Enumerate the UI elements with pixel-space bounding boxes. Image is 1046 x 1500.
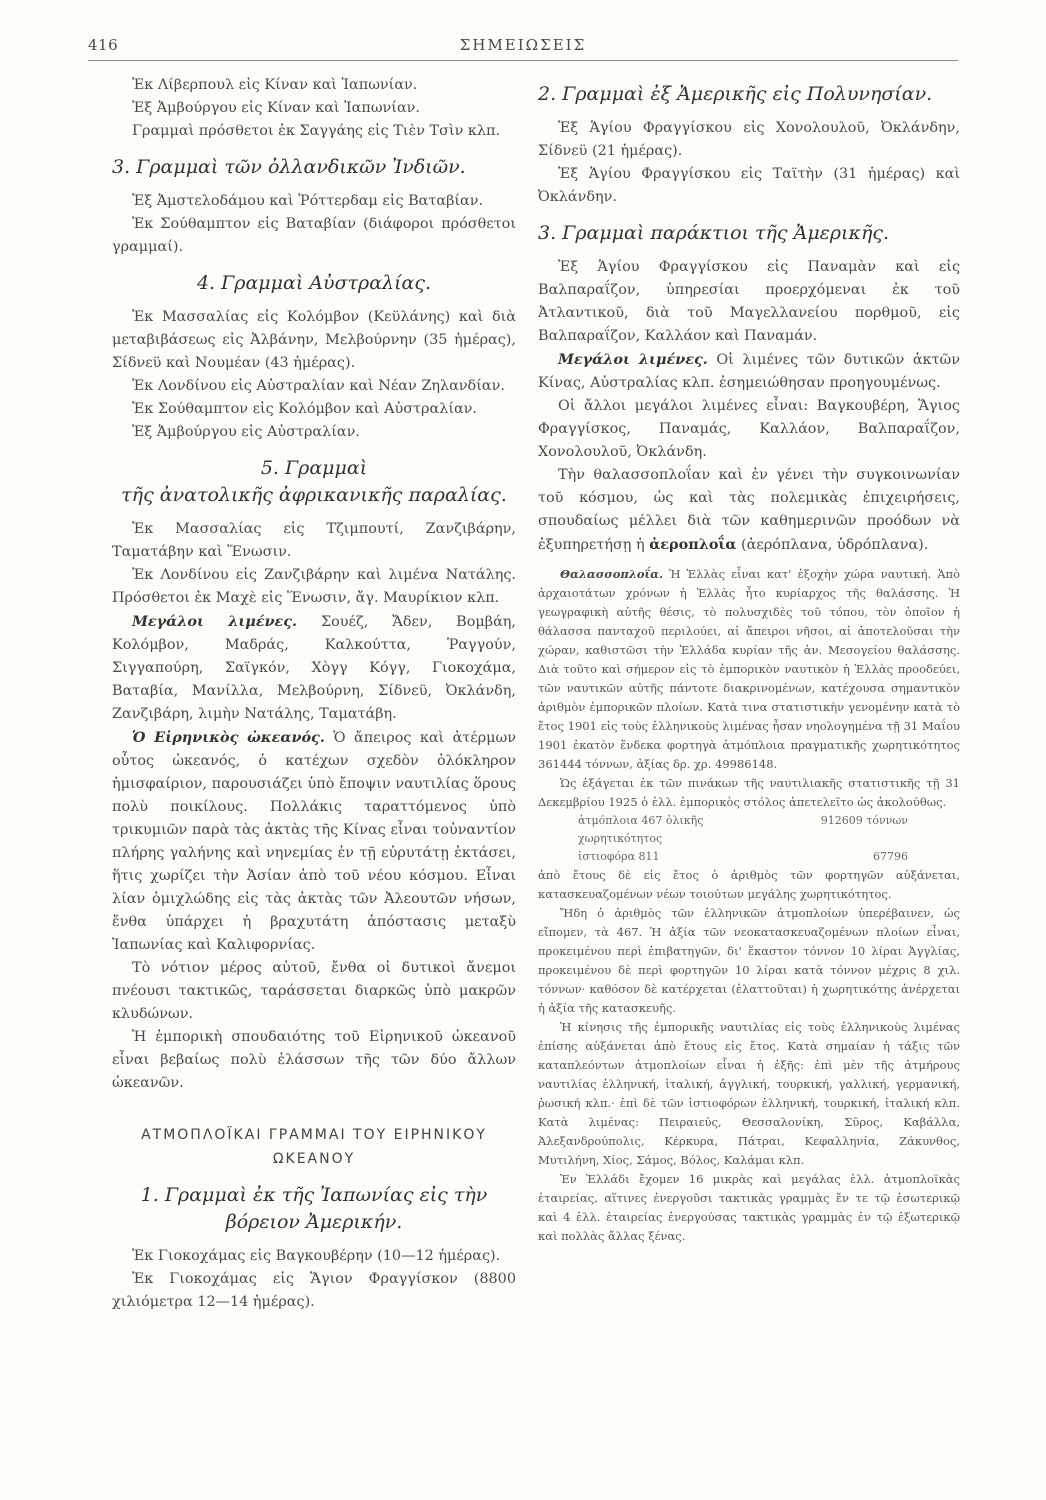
section-heading-dutch-indies: 3. Γραμμαὶ τῶν ὀλλανδικῶν Ἰνδιῶν. xyxy=(112,156,466,178)
right-ports-text: Οἱ λιμένες τῶν δυτικῶν ἀκτῶν Κίνας, Αὐστραλίας κλπ. ἐσημειώθησαν προηγουμένως. xyxy=(538,352,960,391)
route-amsterdam: Ἐξ Ἀμστελοδάμου καὶ Ῥόττερδαμ εἰς Βαταβίαν. xyxy=(132,193,484,209)
route-marseille-colombo: Ἐκ Μασσαλίας εἰς Κολόμβον (Κεϋλάνης) καὶ διὰ μεταβιβάσεως εἰς Ἀλβάνην, Μελβούρνην (35 ἡμέρας), Σίδνεϋ καὶ Νουμέαν (43 ἡμέρας). xyxy=(112,309,516,371)
paragraph-right-ports xyxy=(538,348,960,395)
header-rule xyxy=(88,60,958,61)
paragraph-greek-companies: Ἐν Ἑλλάδι ἔχομεν 16 μικρὰς καὶ μεγάλας ἑλλ. ἀτμοπλοϊκὰς ἑταιρείας, αἵτινες ἐνεργοῦσι τακτικὰς γραμμὰς ἔν τε τῷ ἐσωτερικῷ καὶ 4 ἑλλ. ἑταιρείας ἐνεργούσας τακτικὰς γραμμὰς ἐν τῷ ἐξωτερικῷ καὶ πολλὰς ἄλλας ξένας. xyxy=(538,1172,960,1243)
left-column xyxy=(112,74,516,1314)
page-header xyxy=(88,36,958,58)
paragraph-shipping-movement: Ἡ κίνησις τῆς ἐμπορικῆς ναυτιλίας εἰς τοὺς ἑλληνικοὺς λιμένας ἐπίσης αὐξάνεται ἀπὸ ἔτους εἰς ἔτος. Κατὰ σημαίαν ἡ τάξις τῶν καταπλεόντων ἀτμοπλοίων εἶναι ἡ ἑξῆς: ἐπὶ μὲν τῆς ἀτμήρους ναυτιλίας ἑλληνική, ἰταλική, ἀγγλική, τουρκική, γαλλική, γερμανική, ῥωσική κλπ.· ἐπὶ δὲ τῶν ἱστιοφόρων ἑλληνική, τουρκική, ἰταλική κλπ. Κατὰ λιμένας: Πειραιεύς, Θεσσαλονίκη, Σῦρος, Καβάλλα, Ἀλεξανδρούπολις, Κέρκυρα, Πάτραι, Κεφαλληνία, Ζάκυνθος, Μυτιλήνη, Χίος, Σάμος, Βόλος, Καλάμαι κλπ. xyxy=(538,1020,960,1167)
line-hamburg: Ἐξ Ἀμβούργου εἰς Κίναν καὶ Ἰαπωνίαν. xyxy=(132,100,420,116)
aviation-term: ἀεροπλοΐα xyxy=(649,536,737,553)
fleet-table xyxy=(538,812,960,866)
running-title: ΣΗΜΕΙΩΣΕΙΣ xyxy=(459,36,587,54)
route-sf-tahiti: Ἐξ Ἁγίου Φραγγίσκου εἰς Ταϊτὴν (31 ἡμέρας) καὶ Ὀκλάνδην. xyxy=(538,166,960,205)
route-london-zanzibar: Ἐκ Λονδίνου εἰς Ζανζιβάρην καὶ λιμένα Νατάλης. Πρόσθετοι ἐκ Μαχὲ εἰς Ἕνωσιν, ἄγ. Μαυρίκιον κλπ. xyxy=(112,567,516,606)
section-heading-australia: 4. Γραμμαὶ Αὐστραλίας. xyxy=(196,272,432,294)
line-liverpool: Ἐκ Λίβερπουλ εἰς Κίναν καὶ Ἰαπωνίαν. xyxy=(132,77,418,93)
route-yokohama-vancouver: Ἐκ Γιοκοχάμας εἰς Βαγκουβέρην (10—12 ἡμέρας). xyxy=(132,1248,501,1264)
paragraph-aviation xyxy=(538,464,960,557)
route-southampton-colombo: Ἐκ Σούθαμπτον εἰς Κολόμβον καὶ Αὐστραλίαν. xyxy=(132,401,477,417)
paragraph-other-ports: Οἱ ἄλλοι μεγάλοι λιμένες εἶναι: Βαγκουβέρη, Ἅγιος Φραγγίσκος, Παναμάς, Καλλάον, Βαλπαραΐζον, Χονολουλοῦ, Ὀκλάνδη. xyxy=(538,398,960,460)
route-london-australia: Ἐκ Λονδίνου εἰς Αὐστραλίαν καὶ Νέαν Ζηλανδίαν. xyxy=(132,378,505,394)
paragraph-ship-value: Ἤδη ὁ ἀριθμὸς τῶν ἑλληνικῶν ἀτμοπλοίων ὑπερέβαινεν, ὡς εἴπομεν, τὰ 467. Ἡ ἀξία τῶν νεοκατασκευαζομένων πλοίων εἶναι, προκειμένου περὶ ἐπιβατηγῶν, δι' ἕκαστον τόννον 10 λίραι Ἀγγλίας, προκειμένου δὲ περὶ φορτηγῶν 10 λίραι κατὰ τόννον μέχρις 8 χιλ. τόννων· καθόσον δὲ κατέρχεται (ἐλαττοῦται) ἡ χωρητικότης ἀνέρχεται ἡ ἀξία τῆς κατασκευῆς. xyxy=(538,906,960,1015)
seafaring-text: Ἡ Ἑλλὰς εἶναι κατ' ἐξοχὴν χώρα ναυτική. Ἀπὸ ἀρχαιοτάτων χρόνων ἡ Ἑλλὰς ἦτο κυρίαρχος τῆς θαλάσσης. Ἡ γεωγραφικὴ αὐτῆς θέσις, τὸ πολυσχιδὲς τοῦ τόπου, τὸν ὁποῖον ἡ θάλασσα πανταχοῦ περιλούει, αἱ ἄπειροι νῆσοι, αἱ ἀποτελοῦσαι τὴν χώραν, καθιστῶσι τὴν Ἑλλάδα κυρίαν τῆς ἁν. Μεσογείου θαλάσσης. Διὰ τοῦτο καὶ σήμερον εἰς τὸ ἐμπορικὸν ναυτικὸν ἡ Ἑλλὰς προοδεύει, τῶν ναυτικῶν αὐτῆς πάντοτε διακρινομένων, κατέχουσα σημαντικὸν ἀριθμὸν ἐμπορικῶν πλοίων. Κατὰ τινα στατιστικὴν γενομένην κατὰ τὸ ἔτος 1901 εἰς τοὺς ἑλληνικοὺς λιμένας ἦσαν νηολογημένα τῇ 31 Μαΐου 1901 ἐκατὸν ἕνδεκα φορτηγὰ ἀτμόπλοια πραγματικῆς χωρητικότητος 361444 τόννων, ἀξίας δρ. χρ. 49986148. xyxy=(538,567,960,771)
fleet-row-label: ἱστιοφόρα 811 xyxy=(578,850,660,863)
fleet-row xyxy=(538,848,960,866)
caps-heading xyxy=(112,1123,516,1171)
seafaring-lead: Θαλασσοπλοΐα. xyxy=(560,567,663,581)
paragraph-major-ports xyxy=(112,610,516,726)
fleet-row-value: 67796 xyxy=(873,850,908,863)
route-southampton-batavia: Ἐκ Σούθαμπτον εἰς Βαταβίαν (διάφοροι πρόσθετοι γραμμαί). xyxy=(112,216,516,255)
major-ports-text: Σουέζ, Ἄδεν, Βομβάη, Κολόμβον, Μαδράς, Καλκούττα, Ῥαγγούν, Σιγγαπούρη, Σαϊγκόν, Χὸγγ Κόγγ, Γιοκοχάμα, Βαταβία, Μανίλλα, Μελβούρνη, Σίδνεϋ, Ὀκλάνδη, Ζανζιβάρη, λιμὴν Νατάλης, Ταματάβη. xyxy=(112,614,516,722)
route-hamburg-australia: Ἐξ Ἀμβούργου εἰς Αὐστραλίαν. xyxy=(132,424,360,440)
route-sf-panama: Ἐξ Ἁγίου Φραγγίσκου εἰς Παναμὰν καὶ εἰς Βαλπαραΐζον, ὑπηρεσίαι προερχόμεναι ἐκ τοῦ Ἀτλαντικοῦ, διὰ τοῦ Μαγελλανείου πορθμοῦ, εἰς Βαλπαραΐζον, Καλλάον καὶ Παναμάν. xyxy=(538,259,960,344)
section-heading-japan-1: 1. Γραμμαὶ ἐκ τῆς Ἰαπωνίας εἰς τὴν xyxy=(140,1184,488,1206)
right-ports-lead: Μεγάλοι λιμένες. xyxy=(558,351,708,368)
paragraph-seafaring xyxy=(538,565,960,774)
right-column xyxy=(538,74,960,1246)
page-number: 416 xyxy=(88,36,119,54)
route-marseille-djibouti: Ἐκ Μασσαλίας εἰς Τζιμπουτί, Ζανζιβάρην, Ταματάβην καὶ Ἕνωσιν. xyxy=(112,521,516,560)
caps-heading-line2: ΩΚΕΑΝΟΥ xyxy=(272,1151,356,1167)
paragraph-south-pacific: Τὸ νότιον μέρος αὐτοῦ, ἔνθα οἱ δυτικοὶ ἄνεμοι πνέουσι τακτικῶς, ταράσσεται διαρκῶς ὑπὸ μακρῶν κλυδώνων. xyxy=(112,960,516,1022)
fleet-row xyxy=(538,812,960,848)
section-heading-japan-2: βόρειον Ἀμερικήν. xyxy=(225,1211,403,1233)
route-sf-honolulu: Ἐξ Ἁγίου Φραγγίσκου εἰς Χονολουλοῦ, Ὀκλάνδην, Σίδνεϋ (21 ἡμέρας). xyxy=(538,120,960,159)
pacific-lead: Ὁ Εἰρηνικὸς ὠκεανός. xyxy=(132,729,325,746)
major-ports-lead: Μεγάλοι λιμένες. xyxy=(132,613,298,630)
pacific-text: Ὁ ἄπειρος καὶ ἀτέρμων οὗτος ὠκεανός, ὁ κατέχων σχεδὸν ὁλόκληρον ἡμισφαίριον, παρουσιάζει ὑπὸ ἔποψιν ναυτιλίας ὅρους πολὺ ποικίλους. Πολλάκις ταραττόμενος ὑπὸ τρικυμιῶν παρὰ τὰς ἀκτὰς τῆς Κίνας εἶναι τοὐναντίον πλήρης γαλήνης καὶ νηνεμίας ἐν τῇ εὐρυτάτῃ ἐκτάσει, ἥτις χωρίζει τὴν Ἀσίαν ἀπὸ τοῦ νέου κόσμου. Εἶναι λίαν ὁμιχλώδης εἰς τὰς ἀκτὰς τῶν Ἀλεουτῶν νήσων, ἔνθα ὑπάρχει ἡ βραχυτάτη ἀπόστασις μεταξὺ Ἰαπωνίας καὶ Καλιφορνίας. xyxy=(112,730,516,953)
fleet-row-label: ἀτμόπλοια 467 ὁλικῆς χωρητικότητος xyxy=(578,814,704,845)
section-heading-africa-2: τῆς ἀνατολικῆς ἀφρικανικῆς παραλίας. xyxy=(121,484,507,506)
route-yokohama-sf: Ἐκ Γιοκοχάμας εἰς Ἅγιον Φραγγίσκον (8800 χιλιόμετρα 12—14 ἡμέρας). xyxy=(112,1271,516,1310)
paragraph-commerce: Ἡ ἐμπορικὴ σπουδαιότης τοῦ Εἰρηνικοῦ ὠκεανοῦ εἶναι βεβαίως πολὺ ἐλάσσων τῆς τῶν δύο ἄλλων ὠκεανῶν. xyxy=(112,1029,516,1091)
paragraph-fleet-stats: Ὡς ἐξάγεται ἐκ τῶν πινάκων τῆς ναυτιλιακῆς στατιστικῆς τῇ 31 Δεκεμβρίου 1925 ὁ ἑλλ. ἐμπορικὸς στόλος ἀπετελεῖτο ὡς ἀκολούθως. xyxy=(538,776,960,809)
fleet-row-value: 912609 τόννων xyxy=(820,814,908,827)
aviation-post: (ἀερόπλανα, ὑδρόπλανα). xyxy=(736,537,929,553)
section-heading-africa-1: 5. Γραμμαὶ xyxy=(260,457,368,479)
section-heading-coastal: 3. Γραμμαὶ παράκτιοι τῆς Ἀμερικῆς. xyxy=(538,222,890,244)
caps-heading-line1: ΑΤΜΟΠΛΟΪΚΑΙ ΓΡΑΜΜΑΙ ΤΟΥ ΕΙΡΗΝΙΚΟΥ xyxy=(141,1127,487,1143)
paragraph-fleet-growth: ἀπὸ ἔτους δὲ εἰς ἔτος ὁ ἀριθμὸς τῶν φορτηγῶν αὐξάνεται, κατασκευαζομένων νέων τοιούτων μεγάλης χωρητικότητος. xyxy=(538,868,960,901)
paragraph-pacific-ocean xyxy=(112,726,516,957)
section-heading-polynesia: 2. Γραμμαὶ ἐξ Ἀμερικῆς εἰς Πολυνησίαν. xyxy=(538,83,933,105)
aviation-pre: Τὴν θαλασσοπλοΐαν καὶ ἐν γένει τὴν συγκοινωνίαν τοῦ κόσμου, ὡς καὶ τὰς πολεμικὰς ἐπιχειρήσεις, σπουδαίως μέλλει διὰ τῶν καθημερινῶν προόδων νὰ ἐξυπηρετήσῃ ἡ xyxy=(538,467,960,553)
line-shanghai: Γραμμαὶ πρόσθετοι ἐκ Σαγγάης εἰς Τιὲν Τσὶν κλπ. xyxy=(132,123,501,139)
